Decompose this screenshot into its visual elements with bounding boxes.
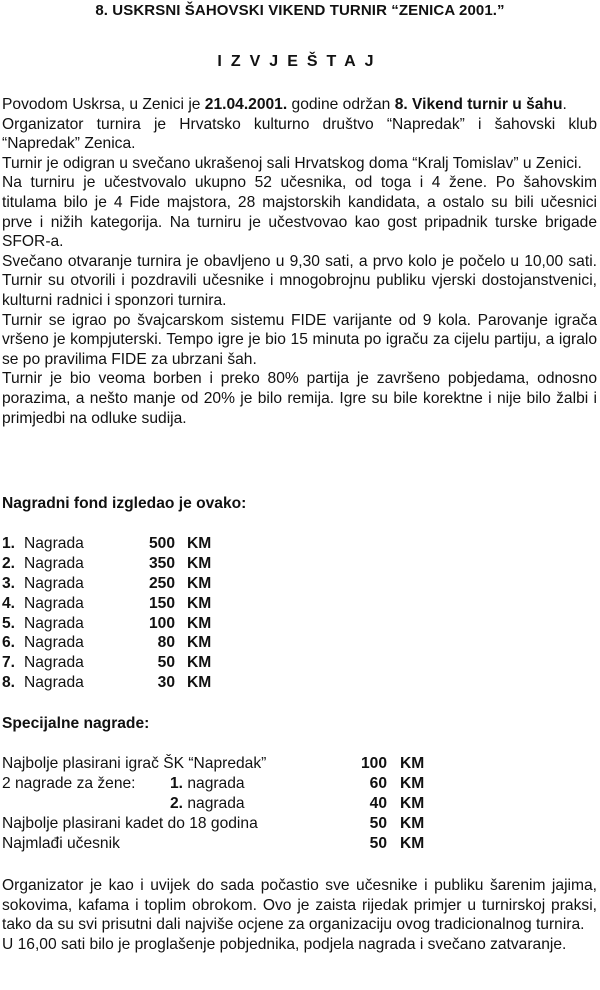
special-prize-amount: 50	[369, 815, 387, 832]
prize-currency: KM	[187, 674, 212, 692]
prize-currency: KM	[187, 554, 212, 572]
intro-paragraph-1	[2, 95, 597, 115]
prize-amount: 150	[148, 594, 175, 612]
intro-paragraph-3: Turnir je odigran u svečano ukrašenoj sali Hrvatskog doma “Kralj Tomislav” u Zenici.	[2, 154, 582, 172]
special-prize-row	[2, 815, 502, 835]
prize-amount: 80	[157, 634, 175, 652]
prize-amount: 50	[157, 654, 175, 672]
prize-label: Nagrada	[24, 654, 84, 672]
prize-label: Nagrada	[24, 574, 84, 592]
intro-paragraph-7: Turnir je bio veoma borben i preko 80% partija je završeno pobjedama, odnosno porazima, a nešto manje od 20% je bilo remija. Igre su bile korektne i nije bilo žalbi i primjedbi na odluke sudija.	[2, 370, 597, 427]
intro-paragraph-6: Turnir se igrao po švajcarskom sistemu FIDE varijante od 9 kola. Parovanje igrača vršeno je kompjuterski. Tempo igre je bio 15 minuta po igraču za cijelu partiju, a igralo se po pravilima FIDE za ubrzani šah.	[2, 311, 597, 368]
special-prize-subnumber: 1.	[170, 775, 184, 792]
special-prize-currency: KM	[400, 835, 425, 852]
special-prize-description: Najbolje plasirani kadet do 18 godina	[2, 815, 258, 832]
closing-paragraph-1: Organizator je kao i uvijek do sada počastio sve učesnike i publiku šarenim jajima, sokovima, kafama i toplim obrokom. Ovo je zaista rijedak primjer u turnirskoj praksi, tako da su svi prisutni dali najviše ocjene za organizaciju ovog tradicionalnog turnira.	[2, 877, 597, 934]
special-prize-currency: KM	[400, 755, 425, 772]
special-prize-description: Najmlađi učesnik	[2, 835, 120, 852]
intro-section	[2, 95, 597, 428]
prize-label: Nagrada	[24, 535, 84, 552]
special-prize-currency: KM	[400, 795, 425, 812]
event-date: 21.04.2001.	[204, 96, 288, 113]
intro-text: .	[562, 96, 567, 113]
prize-currency: KM	[187, 634, 212, 652]
intro-paragraph-5: Svečano otvaranje turnira je obavljeno u 9,30 sati, a prvo kolo je počelo u 10,00 sati. Turnir su otvorili i pozdravili učesnike i mnogobrojnu publiku vjerski dostojanstvenici, kulturni radnici i sponzori turnira.	[2, 252, 597, 309]
special-prize-subitem	[170, 795, 245, 813]
prize-row	[2, 535, 302, 555]
special-prize-description: Najbolje plasirani igrač ŠK “Napredak”	[2, 755, 267, 772]
prize-currency: KM	[187, 535, 212, 552]
prize-row	[2, 654, 302, 674]
prize-label: Nagrada	[24, 594, 84, 612]
prize-number: 2.	[2, 554, 16, 572]
prize-label: Nagrada	[24, 634, 84, 652]
prize-number: 1.	[2, 535, 16, 552]
special-prize-row	[2, 795, 502, 815]
prize-amount: 250	[148, 574, 175, 592]
special-prize-row	[2, 755, 502, 775]
prize-currency: KM	[187, 654, 212, 672]
special-prize-subitem	[170, 775, 245, 793]
prize-list	[2, 535, 302, 694]
special-prize-subnumber: 2.	[170, 795, 184, 812]
intro-paragraph-2: Organizator turnira je Hrvatsko kulturno društvo “Napredak” i šahovski klub “Napredak” Zenica.	[2, 115, 597, 153]
prize-fund-title: Nagradni fond izgledao je ovako:	[2, 495, 247, 512]
prize-amount: 100	[148, 614, 175, 632]
special-prizes-title: Specijalne nagrade:	[2, 715, 150, 732]
intro-text: Povodom Uskrsa, u Zenici je	[2, 96, 205, 113]
prize-amount: 500	[148, 535, 175, 552]
prize-label: Nagrada	[24, 674, 84, 692]
prize-row	[2, 555, 302, 575]
special-prize-sublabel: nagrada	[183, 795, 245, 812]
prize-label: Nagrada	[24, 614, 84, 632]
intro-text: godine održan	[287, 96, 395, 113]
prize-currency: KM	[187, 614, 212, 632]
prize-number: 3.	[2, 574, 16, 592]
prize-number: 8.	[2, 674, 16, 692]
special-prize-list	[2, 755, 502, 855]
special-prize-row	[2, 775, 502, 795]
report-heading: IZVJEŠTAJ	[217, 53, 383, 70]
prize-amount: 30	[157, 674, 175, 692]
prize-currency: KM	[187, 594, 212, 612]
special-prize-description: 2 nagrade za žene:	[2, 775, 136, 792]
prize-number: 7.	[2, 654, 16, 672]
prize-row	[2, 595, 302, 615]
special-prize-amount: 40	[369, 795, 387, 812]
event-name: 8. Vikend turnir u šahu	[394, 96, 563, 113]
prize-number: 5.	[2, 614, 16, 632]
special-prize-currency: KM	[400, 775, 425, 792]
special-prize-amount: 100	[360, 755, 387, 772]
prize-number: 4.	[2, 594, 16, 612]
closing-paragraph-2: U 16,00 sati bilo je proglašenje pobjednika, podjela nagrada i svečano zatvaranje.	[2, 935, 567, 953]
special-prize-sublabel: nagrada	[183, 775, 245, 792]
intro-paragraph-4: Na turniru je učestvovalo ukupno 52 učesnika, od toga i 4 žene. Po šahovskim titulama bilo je 4 Fide majstora, 28 majstorskih kandidata, a ostalo su bili učesnici prve i nižih kategorija. Na turniru je učestvovao kao gost pripadnik turske brigade SFOR-a.	[2, 174, 597, 251]
prize-currency: KM	[187, 574, 212, 592]
special-prize-currency: KM	[400, 815, 425, 832]
prize-row	[2, 674, 302, 694]
special-prize-amount: 50	[369, 835, 387, 852]
prize-number: 6.	[2, 634, 16, 652]
prize-row	[2, 634, 302, 654]
prize-amount: 350	[148, 554, 175, 572]
prize-label: Nagrada	[24, 554, 84, 572]
prize-row	[2, 615, 302, 635]
prize-row	[2, 575, 302, 595]
special-prize-amount: 60	[369, 775, 387, 792]
special-prize-row	[2, 835, 502, 855]
closing-section	[2, 876, 597, 954]
document-title: 8. USKRSNI ŠAHOVSKI VIKEND TURNIR “ZENICA 2001.”	[95, 2, 505, 19]
